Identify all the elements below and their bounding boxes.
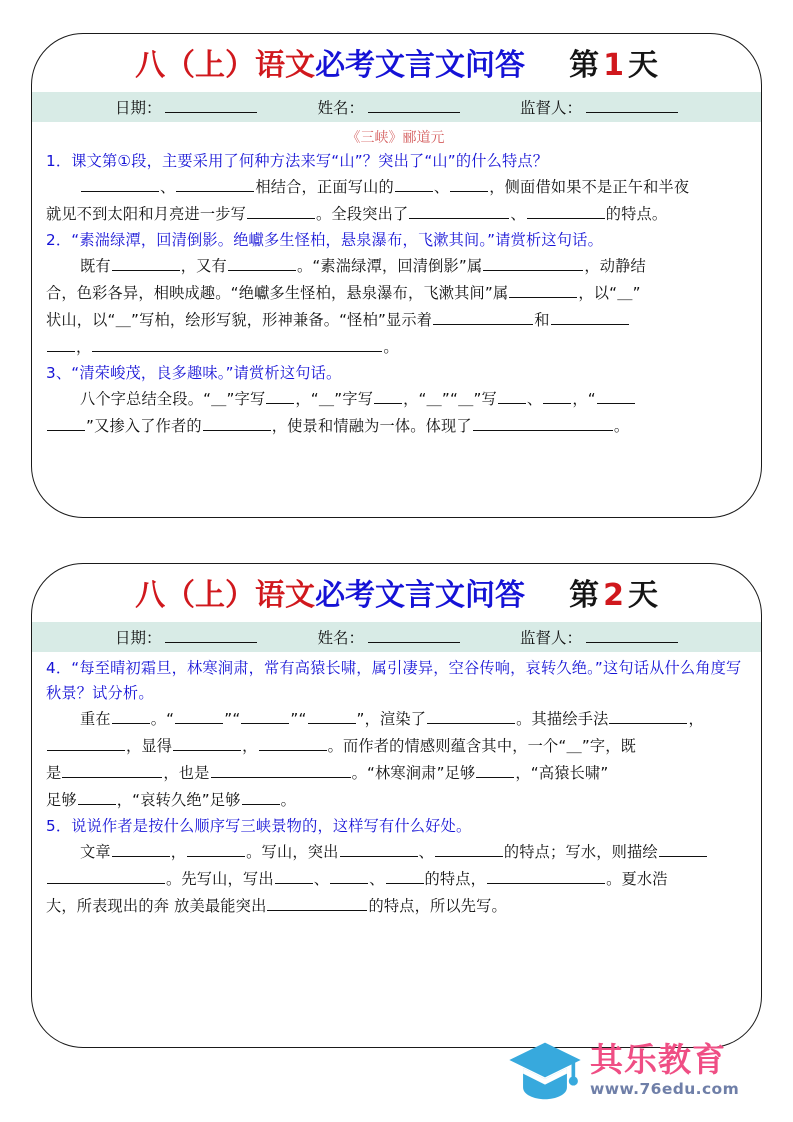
question-head-5: 5．说说作者是按什么顺序写三峡景物的，这样写有什么好处。 bbox=[46, 817, 472, 835]
answer-block-5[interactable]: 文章 ， 。写山，突出 、 的特点；写水，则描绘 。先写山，写出 、 、 的特点， 。夏水浩 大，所表现出的奔 放美最能突出 的特点，所以先写。 bbox=[46, 839, 745, 920]
title-blue-part: 必考文言文问答 bbox=[315, 48, 526, 83]
question-head-1: 1．课文第①段，主要采用了何种方法来写“山”？突出了“山”的什么特点？ bbox=[46, 152, 549, 170]
name-field[interactable] bbox=[317, 626, 460, 648]
name-blank[interactable] bbox=[368, 628, 460, 643]
logo-brand-name: 其乐教育 bbox=[590, 1039, 726, 1079]
supervisor-label: 监督人： bbox=[520, 99, 583, 117]
date-blank[interactable] bbox=[165, 628, 257, 643]
answer-block-2[interactable]: 既有 ，又有 。“素湍绿潭，回清倒影”属 ，动静结 合，色彩各异，相映成趣。“绝巘多生怪柏，悬泉瀑布，飞漱其间”属 ，以“＿” 状山，以“＿”写柏，绘形写貌，形神兼备。“怪柏”显示着 和 ， 。 bbox=[46, 257, 646, 356]
day-number: 2 bbox=[603, 578, 624, 613]
supervisor-field[interactable] bbox=[520, 96, 678, 118]
answer-block-1[interactable]: 、 相结合，正面写山的 、 ，侧面借如果不是正午和半夜 就见不到太阳和月亮进一步写 。全段突出了 、 的特点。 bbox=[46, 178, 690, 223]
info-bar bbox=[32, 92, 761, 122]
title-red-part: 八（上）语文 bbox=[135, 578, 316, 613]
card-body bbox=[32, 122, 761, 440]
info-bar bbox=[32, 622, 761, 652]
name-label: 姓名： bbox=[317, 629, 364, 647]
card-title-row bbox=[32, 34, 761, 92]
passage-subtitle: 《三峡》郦道元 bbox=[346, 130, 445, 146]
supervisor-blank[interactable] bbox=[586, 628, 678, 643]
date-label: 日期： bbox=[114, 629, 162, 647]
worksheet-card-day-2 bbox=[31, 563, 762, 1048]
day-prefix: 第 bbox=[569, 48, 600, 83]
name-label: 姓名： bbox=[317, 99, 364, 117]
title-text bbox=[135, 578, 526, 613]
question-head-2: 2．“素湍绿潭，回清倒影。绝巘多生怪柏，悬泉瀑布，飞漱其间。”请赏析这句话。 bbox=[46, 231, 603, 249]
title-text bbox=[135, 48, 526, 83]
title-blue-part: 必考文言文问答 bbox=[315, 578, 526, 613]
supervisor-label: 监督人： bbox=[520, 629, 583, 647]
title-red-part: 八（上）语文 bbox=[135, 48, 316, 83]
worksheet-card-day-1 bbox=[31, 33, 762, 518]
supervisor-blank[interactable] bbox=[586, 98, 678, 113]
day-badge bbox=[569, 48, 658, 83]
day-suffix: 天 bbox=[627, 578, 658, 613]
brand-logo bbox=[508, 1038, 739, 1102]
question-head-4: 4．“每至晴初霜旦，林寒涧肃，常有高猿长啸，属引凄异，空谷传响，哀转久绝。”这句话从什么角度写秋景？试分析。 bbox=[46, 659, 742, 702]
supervisor-field[interactable] bbox=[520, 626, 678, 648]
day-suffix: 天 bbox=[627, 48, 658, 83]
name-field[interactable] bbox=[317, 96, 460, 118]
graduation-cap-icon bbox=[508, 1038, 582, 1102]
logo-website-url: www.76edu.com bbox=[590, 1079, 740, 1098]
question-head-3: 3、“清荣峻茂，良多趣味。”请赏析这句话。 bbox=[46, 364, 342, 382]
answer-block-4[interactable]: 重在 。“ ”“ ”“ ”，渲染了 。其描绘手法 ， ，显得 ， 。而作者的情感则蕴含其中，一个“＿”字，既 是 ，也是 。“林寒涧肃”足够 ，“高猿长啸” 足够 ，“哀转久绝”足够 。 bbox=[46, 710, 704, 809]
logo-text-block bbox=[590, 1039, 740, 1098]
date-label: 日期： bbox=[114, 99, 162, 117]
date-field[interactable] bbox=[115, 96, 258, 118]
date-field[interactable] bbox=[115, 626, 258, 648]
day-prefix: 第 bbox=[569, 578, 600, 613]
day-number: 1 bbox=[603, 48, 624, 83]
date-blank[interactable] bbox=[165, 98, 257, 113]
card-body bbox=[32, 652, 761, 920]
answer-block-3[interactable]: 八个字总结全段。“＿”字写 ，“＿”字写 ，“＿”“＿”写 、 ，“ ”又掺入了作者的 ，使景和情融为一体。体现了 。 bbox=[46, 386, 745, 440]
card-title-row bbox=[32, 564, 761, 622]
name-blank[interactable] bbox=[368, 98, 460, 113]
day-badge bbox=[569, 578, 658, 613]
